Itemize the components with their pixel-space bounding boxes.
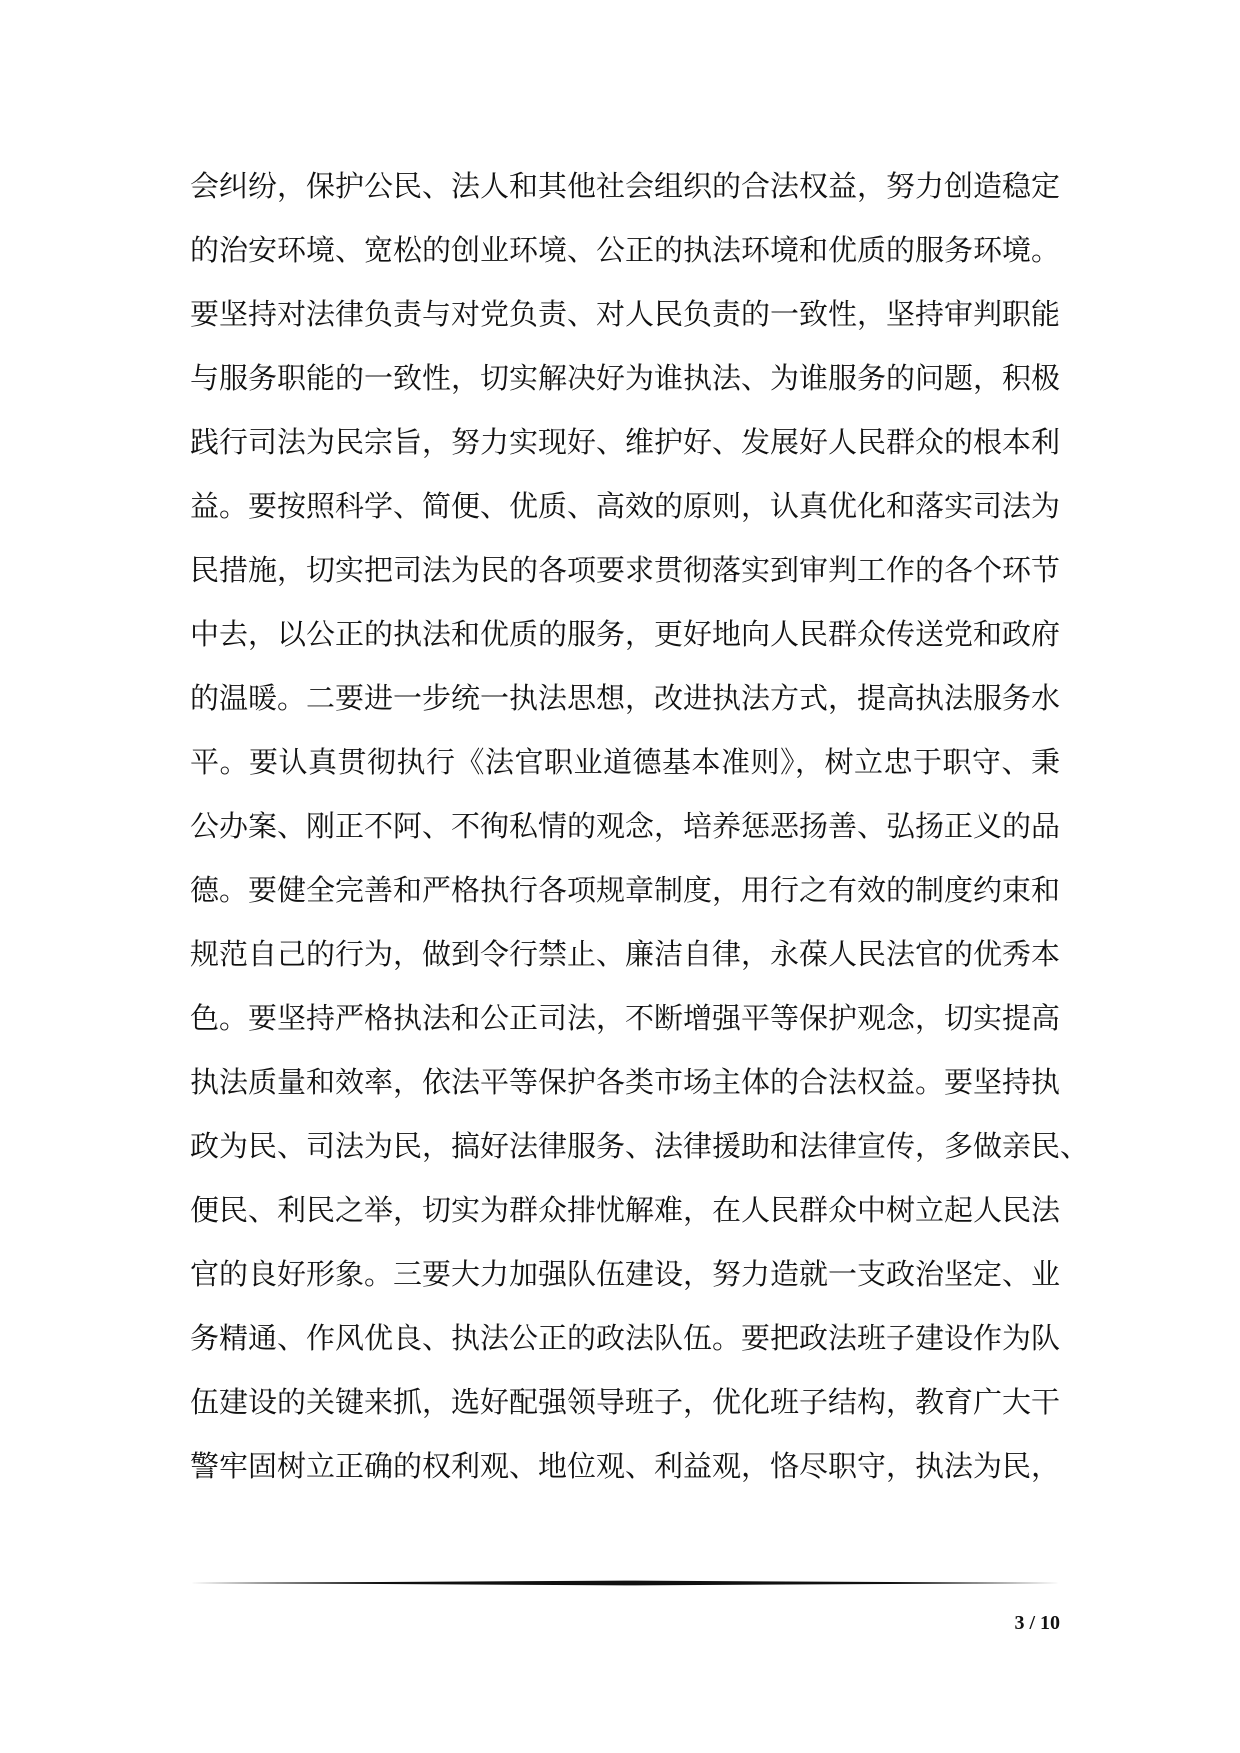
text-line: 官的良好形象。三要大力加强队伍建设，努力造就一支政治坚定、业 — [190, 1257, 1061, 1291]
text-line: 践行司法为民宗旨，努力实现好、维护好、发展好人民群众的根本利 — [190, 425, 1061, 459]
text-line: 要坚持对法律负责与对党负责、对人民负责的一致性，坚持审判职能 — [190, 297, 1061, 331]
page-number: 3 / 10 — [1014, 1612, 1060, 1634]
text-line: 执法质量和效率，依法平等保护各类市场主体的合法权益。要坚持执 — [190, 1065, 1061, 1099]
text-line: 便民、利民之举，切实为群众排忧解难，在人民群众中树立起人民法 — [190, 1193, 1061, 1227]
text-line: 民措施，切实把司法为民的各项要求贯彻落实到审判工作的各个环节 — [190, 553, 1061, 587]
text-line: 规范自己的行为，做到令行禁止、廉洁自律，永葆人民法官的优秀本 — [190, 937, 1061, 971]
text-line: 德。要健全完善和严格执行各项规章制度，用行之有效的制度约束和 — [190, 873, 1061, 907]
text-line: 的温暖。二要进一步统一执法思想，改进执法方式，提高执法服务水 — [190, 681, 1061, 715]
text-line: 平。要认真贯彻执行《法官职业道德基本准则》，树立忠于职守、秉 — [190, 745, 1060, 779]
text-line: 务精通、作风优良、执法公正的政法队伍。要把政法班子建设作为队 — [190, 1321, 1061, 1355]
footer-divider — [190, 1580, 1060, 1586]
text-line: 益。要按照科学、简便、优质、高效的原则，认真优化和落实司法为 — [190, 489, 1061, 523]
text-line: 警牢固树立正确的权利观、地位观、利益观，恪尽职守，执法为民， — [190, 1449, 1061, 1483]
text-line: 伍建设的关键来抓，选好配强领导班子，优化班子结构，教育广大干 — [190, 1385, 1061, 1419]
text-line: 与服务职能的一致性，切实解决好为谁执法、为谁服务的问题，积极 — [190, 361, 1061, 395]
text-line: 中去，以公正的执法和优质的服务，更好地向人民群众传送党和政府 — [190, 617, 1061, 651]
text-line: 的治安环境、宽松的创业环境、公正的执法环境和优质的服务环境。 — [190, 233, 1061, 267]
text-line: 会纠纷，保护公民、法人和其他社会组织的合法权益，努力创造稳定 — [190, 169, 1061, 203]
text-line: 色。要坚持严格执法和公正司法，不断增强平等保护观念，切实提高 — [190, 1001, 1061, 1035]
text-line: 政为民、司法为民，搞好法律服务、法律援助和法律宣传，多做亲民、 — [190, 1129, 1090, 1163]
text-line: 公办案、刚正不阿、不徇私情的观念，培养惩恶扬善、弘扬正义的品 — [190, 809, 1061, 843]
document-body — [190, 154, 1090, 1498]
